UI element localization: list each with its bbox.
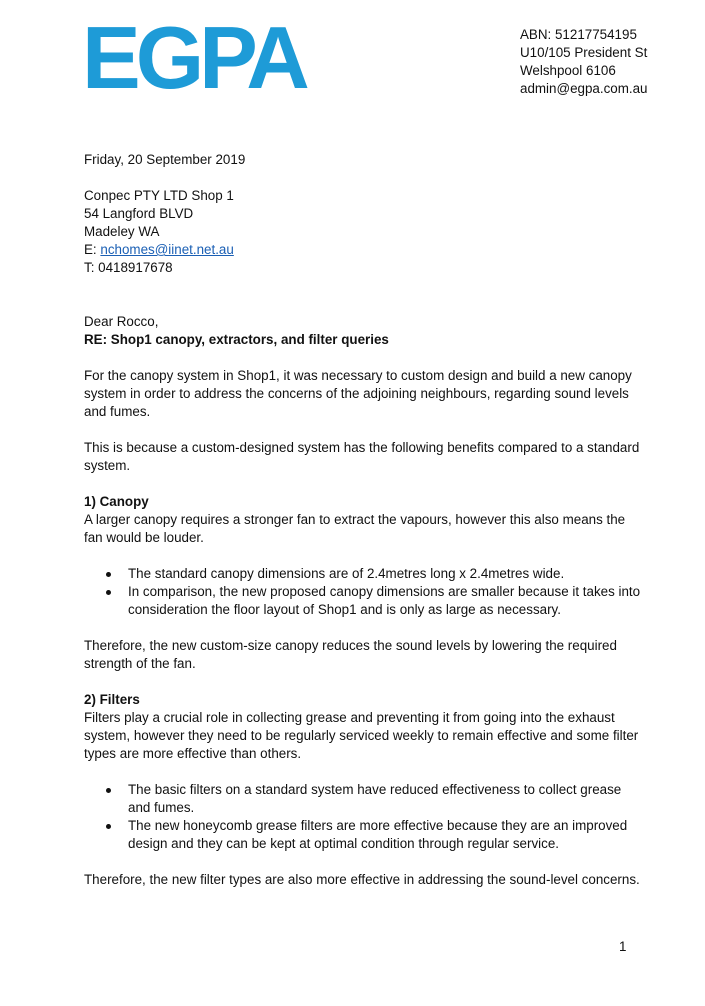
- bullet-icon: [106, 824, 111, 829]
- letter-date: Friday, 20 September 2019: [84, 152, 246, 167]
- bullet-list: [84, 565, 644, 619]
- section-text: Filters play a crucial role in collecting grease and preventing it from going into the exhaust system, however they need to be regularly serviced weekly to remain effective and some filter types are more effective than others.: [84, 710, 639, 761]
- bullet-icon: [106, 590, 111, 595]
- subject-line: RE: Shop1 canopy, extractors, and filter queries: [84, 332, 389, 347]
- list-item: [84, 565, 644, 583]
- company-address: U10/105 President St: [520, 45, 648, 60]
- list-item-text: In comparison, the new proposed canopy dimensions are smaller because it takes into consideration the floor layout of Shop1 and is only as large as necessary.: [128, 584, 641, 617]
- bullet-icon: [106, 572, 111, 577]
- recipient-email-link[interactable]: nchomes@iinet.net.au: [100, 242, 234, 257]
- egpa-logo: EGPA: [82, 8, 305, 107]
- recipient-street: 54 Langford BLVD: [84, 206, 194, 221]
- recipient-phone: T: 0418917678: [84, 260, 173, 275]
- list-item-text: The new honeycomb grease filters are more effective because they are an improved design and they can be kept at optimal condition through regular service.: [128, 818, 628, 851]
- recipient-suburb: Madeley WA: [84, 224, 160, 239]
- company-email: admin@egpa.com.au: [520, 81, 648, 96]
- company-details: [520, 26, 648, 98]
- list-item-text: The standard canopy dimensions are of 2.4metres long x 2.4metres wide.: [128, 566, 565, 581]
- list-item: [84, 817, 644, 853]
- section-heading: 1) Canopy: [84, 494, 149, 509]
- bullet-list: [84, 781, 644, 853]
- list-item-text: The basic filters on a standard system have reduced effectiveness to collect grease and fumes.: [128, 782, 622, 815]
- section-filters: [84, 691, 644, 889]
- salutation: Dear Rocco,: [84, 314, 159, 329]
- section-heading: 2) Filters: [84, 692, 140, 707]
- recipient-email-prefix: E:: [84, 242, 101, 257]
- list-item: [84, 583, 644, 619]
- bullet-icon: [106, 788, 111, 793]
- section-conclusion: Therefore, the new custom-size canopy reduces the sound levels by lowering the required strength of the fan.: [84, 638, 617, 671]
- company-abn: ABN: 51217754195: [520, 27, 637, 42]
- page-number: 1: [619, 939, 627, 954]
- section-text: A larger canopy requires a stronger fan to extract the vapours, however this also means the fan would be louder.: [84, 512, 626, 545]
- recipient-block: [84, 187, 644, 277]
- section-canopy: [84, 493, 644, 673]
- intro-paragraph: For the canopy system in Shop1, it was necessary to custom design and build a new canopy system in order to address the concerns of the adjoining neighbours, regarding sound levels and fumes.: [84, 368, 632, 419]
- intro-paragraph: This is because a custom-designed system has the following benefits compared to a standard system.: [84, 440, 640, 473]
- list-item: [84, 781, 644, 817]
- letter-body: [84, 151, 644, 889]
- section-conclusion: Therefore, the new filter types are also more effective in addressing the sound-level concerns.: [84, 872, 640, 887]
- company-suburb: Welshpool 6106: [520, 63, 616, 78]
- recipient-email-line: [84, 241, 644, 259]
- recipient-company: Conpec PTY LTD Shop 1: [84, 188, 234, 203]
